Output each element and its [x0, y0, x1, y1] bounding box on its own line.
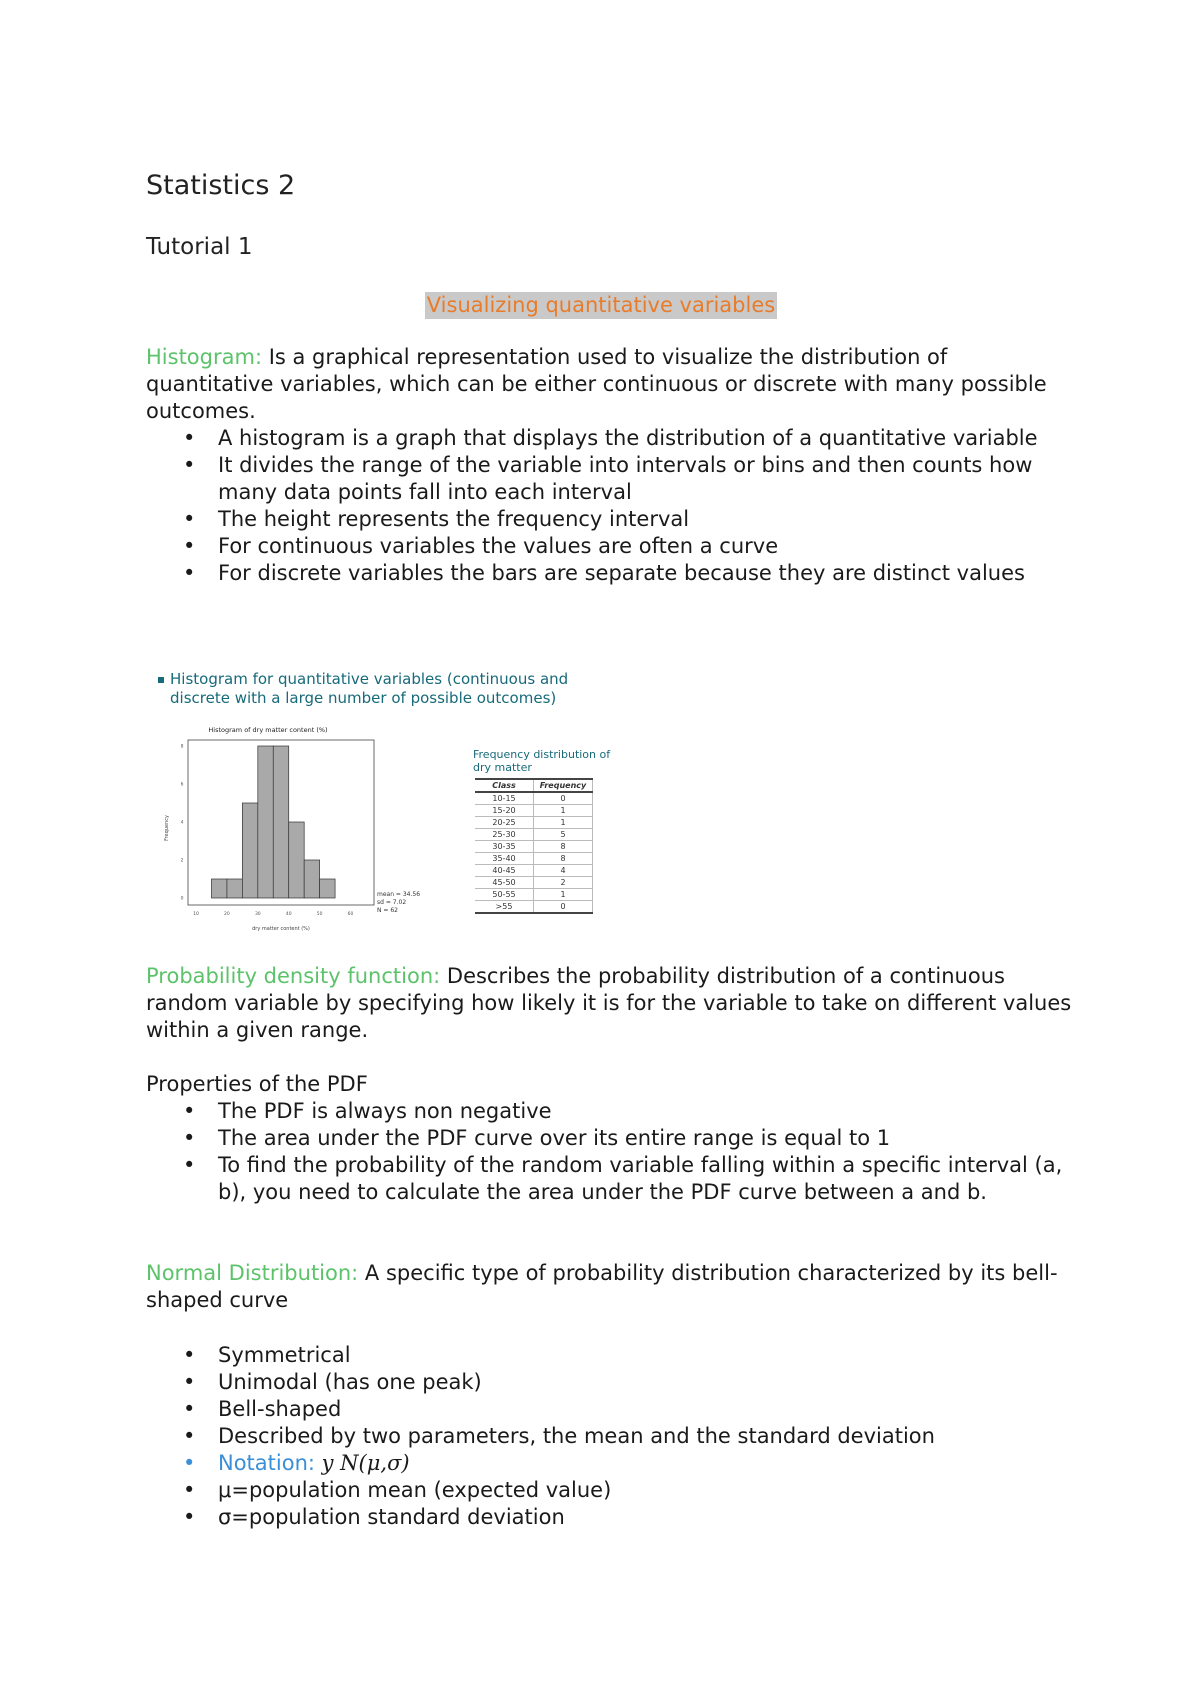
y-tick-label: 8: [180, 744, 184, 750]
table-row: >55 0: [475, 901, 593, 914]
list-item: • For discrete variables the bars are separate because they are distinct values: [183, 561, 1025, 585]
pdf-bullet-list: [146, 1098, 1076, 1206]
normal-definition: A specific type of probability distribution characterized by its bell-shaped curve: [146, 1261, 1058, 1312]
normal-term: Normal Distribution:: [146, 1261, 359, 1285]
pdf-paragraph: [146, 963, 1076, 1044]
table-header: Frequency: [534, 779, 593, 792]
list-item: • Unimodal (has one peak): [183, 1370, 482, 1394]
frequency-caption: Frequency distribution of dry matter: [473, 748, 611, 774]
stat-n: N = 62: [377, 907, 398, 914]
histogram-paragraph: [146, 344, 1076, 425]
document-subtitle: Tutorial 1: [146, 234, 253, 260]
list-item: • A histogram is a graph that displays the distribution of a quantitative variable: [183, 426, 1038, 450]
x-tick-label: 20: [224, 912, 230, 917]
x-tick-label: 60: [347, 912, 354, 917]
pdf-definition: Describes the probability distribution of a continuous random variable by specifying how likely it is for the variable to take on different values within a given range.: [146, 964, 1072, 1042]
x-tick-label: 30: [254, 912, 261, 917]
histogram-term: Histogram:: [146, 345, 263, 369]
list-item: • σ=population standard deviation: [183, 1505, 565, 1529]
table-header-row: [475, 779, 593, 792]
stat-sd: sd = 7.02: [377, 899, 407, 906]
histogram-definition: Is a graphical representation used to visualize the distribution of quantitative variables, which can be either continuous or discrete with many possible outcomes.: [146, 345, 1047, 423]
table-row: 25-30 5: [475, 829, 593, 841]
histogram-bar: [320, 879, 335, 898]
section-heading-row: [146, 292, 1056, 319]
notation-label: Notation:: [218, 1451, 322, 1475]
list-item: • Bell-shaped: [183, 1397, 342, 1421]
normal-bullet-list: [146, 1342, 1076, 1531]
list-item: • For continuous variables the values are often a curve: [183, 534, 779, 558]
x-tick-label: 40: [285, 912, 292, 917]
histogram-bar: [211, 879, 226, 898]
table-row: 35-40 8: [475, 853, 593, 865]
table-row: 15-20 1: [475, 805, 593, 817]
bullet-square-icon: [158, 677, 164, 683]
table-row: 20-25 1: [475, 817, 593, 829]
section-heading: Visualizing quantitative variables: [426, 293, 776, 317]
histogram-bar: [273, 746, 288, 898]
histogram-bullet-list: [146, 425, 1076, 587]
list-item: • The PDF is always non negative: [183, 1099, 552, 1123]
list-item: • To find the probability of the random variable falling within a specific interval (a, b), you need to calculate the area under the PDF curve between a and b.: [183, 1153, 1063, 1204]
y-tick-label: 4: [180, 820, 184, 826]
list-item: • The height represents the frequency interval: [183, 507, 690, 531]
pdf-properties-title: Properties of the PDF: [146, 1072, 368, 1096]
normal-paragraph: [146, 1260, 1076, 1314]
y-tick-label: 0: [180, 896, 184, 902]
histogram-figure: [158, 670, 768, 960]
table-row: 40-45 4: [475, 865, 593, 877]
table-row: 50-55 1: [475, 889, 593, 901]
histogram-bar: [227, 879, 242, 898]
list-item: • Notation: y N(μ,σ): [183, 1451, 410, 1475]
histogram-bar: [289, 822, 304, 898]
histogram-chart: [158, 718, 458, 948]
frequency-table: [475, 778, 593, 914]
table-row: 45-50 2: [475, 877, 593, 889]
stat-mean: mean = 34.56: [377, 891, 421, 898]
table-row: 30-35 8: [475, 841, 593, 853]
histogram-bar: [258, 746, 273, 898]
list-item: • It divides the range of the variable into intervals or bins and then counts how many data points fall into each interval: [183, 453, 1033, 504]
y-axis-label: Frequency: [164, 815, 170, 841]
figure-caption: Histogram for quantitative variables (continuous and discrete with a large number of possible outcomes): [158, 670, 568, 708]
chart-title: Histogram of dry matter content (%): [208, 726, 328, 734]
table-header: Class: [475, 779, 534, 792]
list-item: • Described by two parameters, the mean and the standard deviation: [183, 1424, 935, 1448]
x-tick-label: 10: [193, 912, 199, 917]
y-tick-label: 2: [180, 858, 184, 864]
histogram-bar: [242, 803, 257, 898]
list-item: • The area under the PDF curve over its entire range is equal to 1: [183, 1126, 891, 1150]
x-axis-label: dry matter content (%): [252, 926, 310, 932]
x-tick-label: 50: [316, 912, 323, 917]
list-item: • μ=population mean (expected value): [183, 1478, 612, 1502]
list-item: • Symmetrical: [183, 1343, 351, 1367]
histogram-bar: [304, 860, 319, 898]
y-tick-label: 6: [180, 782, 184, 788]
pdf-term: Probability density function:: [146, 964, 441, 988]
notation-formula: y N(μ,σ): [321, 1451, 410, 1475]
document-title: Statistics 2: [146, 170, 296, 201]
table-row: 10-15 0: [475, 792, 593, 805]
